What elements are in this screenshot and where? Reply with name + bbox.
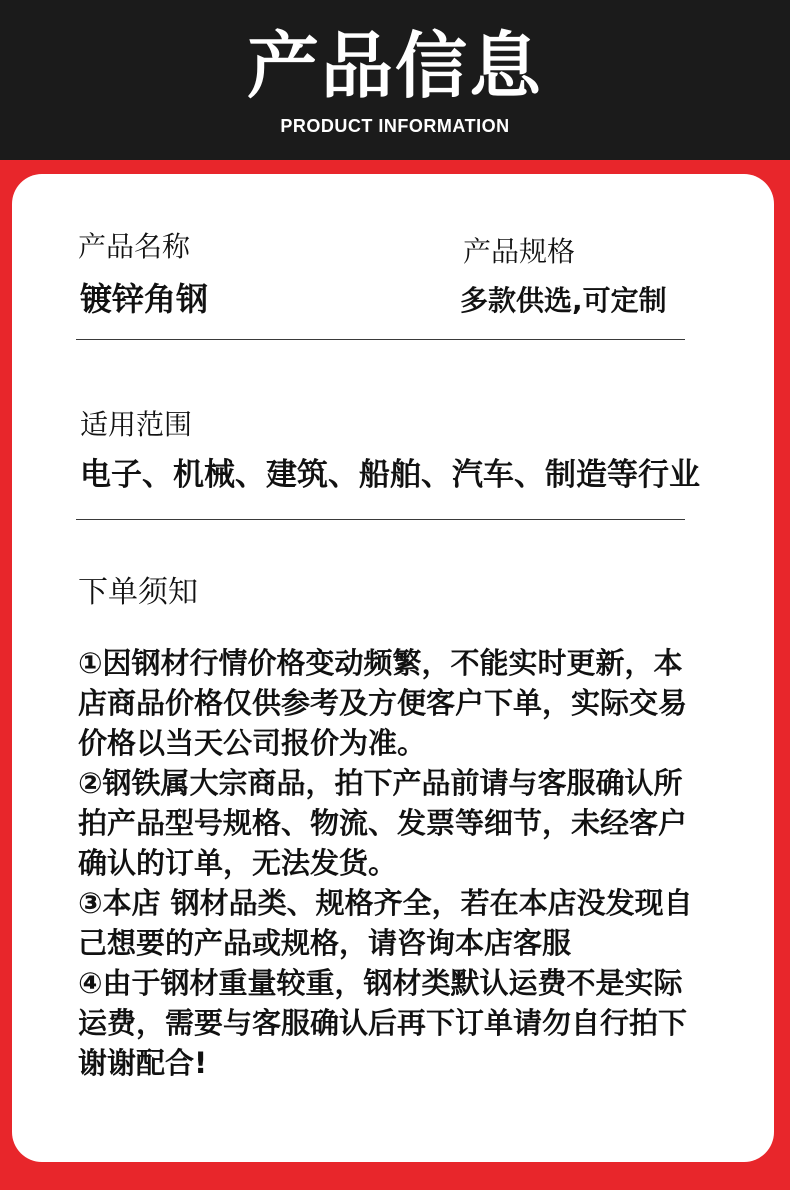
- page-title: 产品信息: [246, 24, 543, 108]
- notice-line: 运费，需要与客服确认后再下订单请勿自行拍下: [78, 1006, 688, 1040]
- product-name-value: 镀锌角钢: [80, 280, 209, 318]
- scope-label: 适用范围: [80, 408, 193, 441]
- notice-label: 下单须知: [78, 575, 198, 610]
- product-spec-label: 产品规格: [463, 235, 576, 268]
- notice-line: 己想要的产品或规格，请咨询本店客服: [78, 926, 572, 960]
- header-banner: [0, 0, 790, 160]
- notice-line: ①因钢材行情价格变动频繁，不能实时更新，本: [78, 646, 683, 680]
- notice-line: 店商品价格仅供参考及方便客户下单，实际交易: [78, 686, 688, 720]
- notice-line: ②钢铁属大宗商品，拍下产品前请与客服确认所: [78, 766, 683, 800]
- divider: [76, 519, 685, 520]
- notice-line: ③本店 钢材品类、规格齐全，若在本店没发现自: [78, 886, 693, 920]
- notice-line: 确认的订单，无法发货。: [78, 846, 398, 880]
- notice-line: 价格以当天公司报价为准。: [78, 726, 427, 760]
- notice-line: 谢谢配合!: [78, 1046, 208, 1080]
- scope-value: 电子、机械、建筑、船舶、汽车、制造等行业: [80, 457, 700, 493]
- product-spec-value: 多款供选,可定制: [460, 284, 667, 317]
- page-subtitle: PRODUCT INFORMATION: [280, 116, 510, 136]
- divider: [76, 339, 685, 340]
- product-name-label: 产品名称: [78, 230, 191, 263]
- notice-line: ④由于钢材重量较重，钢材类默认运费不是实际: [78, 966, 683, 1000]
- notice-line: 拍产品型号规格、物流、发票等细节，未经客户: [78, 806, 688, 840]
